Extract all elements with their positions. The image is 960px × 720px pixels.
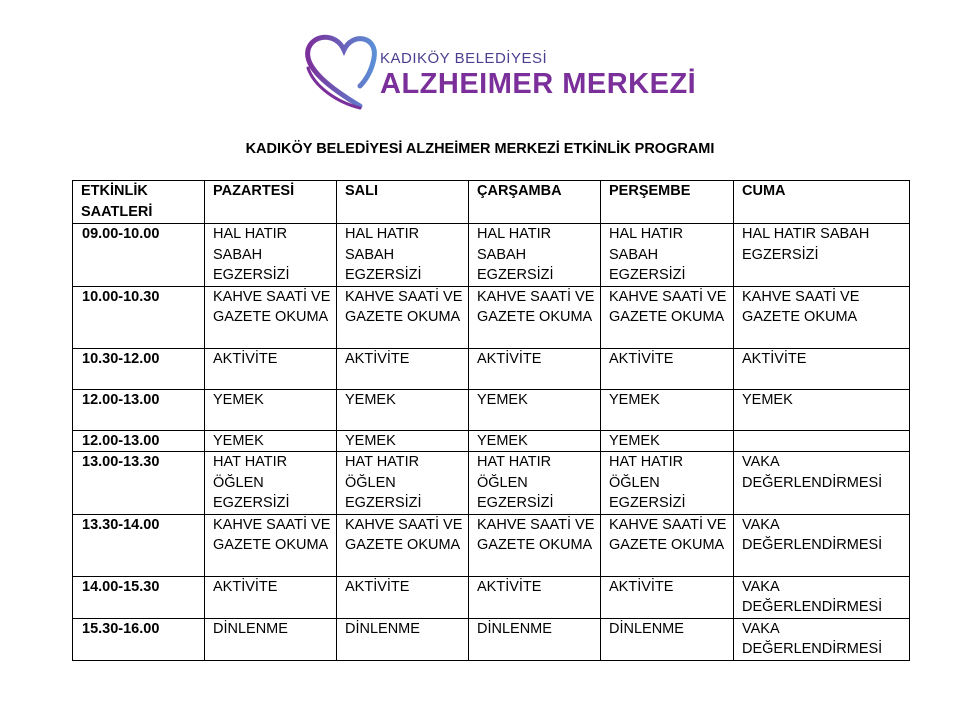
table-cell: AKTİVİTE <box>601 348 734 389</box>
table-cell: AKTİVİTE <box>337 576 469 618</box>
table-cell: KAHVE SAATİ VE GAZETE OKUMA <box>469 286 601 348</box>
table-cell: KAHVE SAATİ VE GAZETE OKUMA <box>337 514 469 576</box>
table-cell: KAHVE SAATİ VE GAZETE OKUMA <box>469 514 601 576</box>
table-cell: KAHVE SAATİ VE GAZETE OKUMA <box>205 286 337 348</box>
time-cell: 09.00-10.00 <box>73 224 205 287</box>
header-friday: CUMA <box>734 181 910 224</box>
table-cell: YEMEK <box>337 430 469 452</box>
table-cell: KAHVE SAATİ VE GAZETE OKUMA <box>205 514 337 576</box>
table-cell: YEMEK <box>601 389 734 430</box>
table-row <box>73 430 910 452</box>
table-row <box>73 452 910 515</box>
table-row <box>73 389 910 430</box>
table-cell: AKTİVİTE <box>205 576 337 618</box>
logo <box>300 28 697 120</box>
table-cell: YEMEK <box>205 430 337 452</box>
table-cell: HAL HATIR SABAH EGZERSİZİ <box>734 224 910 287</box>
table-cell: HAT HATIR ÖĞLEN EGZERSİZİ <box>469 452 601 515</box>
table-cell: YEMEK <box>469 430 601 452</box>
table-cell: HAL HATIR SABAH EGZERSİZİ <box>337 224 469 287</box>
table-header-row <box>73 181 910 224</box>
schedule-table <box>72 180 910 661</box>
table-cell: VAKA DEĞERLENDİRMESİ <box>734 618 910 660</box>
time-cell: 15.30-16.00 <box>73 618 205 660</box>
table-cell: VAKA DEĞERLENDİRMESİ <box>734 452 910 515</box>
table-cell: DİNLENME <box>601 618 734 660</box>
table-cell: AKTİVİTE <box>601 576 734 618</box>
table-cell: HAT HATIR ÖĞLEN EGZERSİZİ <box>205 452 337 515</box>
table-row <box>73 576 910 618</box>
heart-logo-icon <box>300 28 380 120</box>
table-cell: YEMEK <box>601 430 734 452</box>
table-cell: HAT HATIR ÖĞLEN EGZERSİZİ <box>337 452 469 515</box>
table-row <box>73 514 910 576</box>
header-time: ETKİNLİK SAATLERİ <box>73 181 205 224</box>
table-cell: VAKA DEĞERLENDİRMESİ <box>734 576 910 618</box>
table-cell: HAL HATIR SABAH EGZERSİZİ <box>601 224 734 287</box>
table-cell: KAHVE SAATİ VE GAZETE OKUMA <box>601 514 734 576</box>
header-thursday: PERŞEMBE <box>601 181 734 224</box>
table-cell <box>734 430 910 452</box>
table-cell: YEMEK <box>205 389 337 430</box>
header-wednesday: ÇARŞAMBA <box>469 181 601 224</box>
table-cell: VAKA DEĞERLENDİRMESİ <box>734 514 910 576</box>
table-cell: AKTİVİTE <box>205 348 337 389</box>
table-cell: KAHVE SAATİ VE GAZETE OKUMA <box>337 286 469 348</box>
time-cell: 10.30-12.00 <box>73 348 205 389</box>
time-cell: 14.00-15.30 <box>73 576 205 618</box>
table-cell: YEMEK <box>469 389 601 430</box>
header-tuesday: SALI <box>337 181 469 224</box>
table-cell: DİNLENME <box>205 618 337 660</box>
table-cell: DİNLENME <box>337 618 469 660</box>
logo-municipality-text: KADIKÖY BELEDİYESİ <box>380 50 548 67</box>
page-title: KADIKÖY BELEDİYESİ ALZHEİMER MERKEZİ ETKİNLİK PROGRAMI <box>245 141 715 157</box>
table-cell: AKTİVİTE <box>469 348 601 389</box>
table-cell: HAL HATIR SABAH EGZERSİZİ <box>205 224 337 287</box>
table-cell: AKTİVİTE <box>337 348 469 389</box>
table-cell: AKTİVİTE <box>469 576 601 618</box>
table-cell: HAL HATIR SABAH EGZERSİZİ <box>469 224 601 287</box>
table-cell: YEMEK <box>734 389 910 430</box>
header-monday: PAZARTESİ <box>205 181 337 224</box>
logo-center-text: ALZHEIMER MERKEZİ <box>380 68 697 100</box>
table-cell: KAHVE SAATİ VE GAZETE OKUMA <box>601 286 734 348</box>
time-cell: 10.00-10.30 <box>73 286 205 348</box>
table-cell: AKTİVİTE <box>734 348 910 389</box>
table-cell: HAT HATIR ÖĞLEN EGZERSİZİ <box>601 452 734 515</box>
table-row <box>73 348 910 389</box>
time-cell: 12.00-13.00 <box>73 430 205 452</box>
table-cell: DİNLENME <box>469 618 601 660</box>
table-cell: YEMEK <box>337 389 469 430</box>
table-row <box>73 224 910 287</box>
time-cell: 12.00-13.00 <box>73 389 205 430</box>
time-cell: 13.30-14.00 <box>73 514 205 576</box>
table-row <box>73 618 910 660</box>
table-cell: KAHVE SAATİ VE GAZETE OKUMA <box>734 286 910 348</box>
table-row <box>73 286 910 348</box>
time-cell: 13.00-13.30 <box>73 452 205 515</box>
